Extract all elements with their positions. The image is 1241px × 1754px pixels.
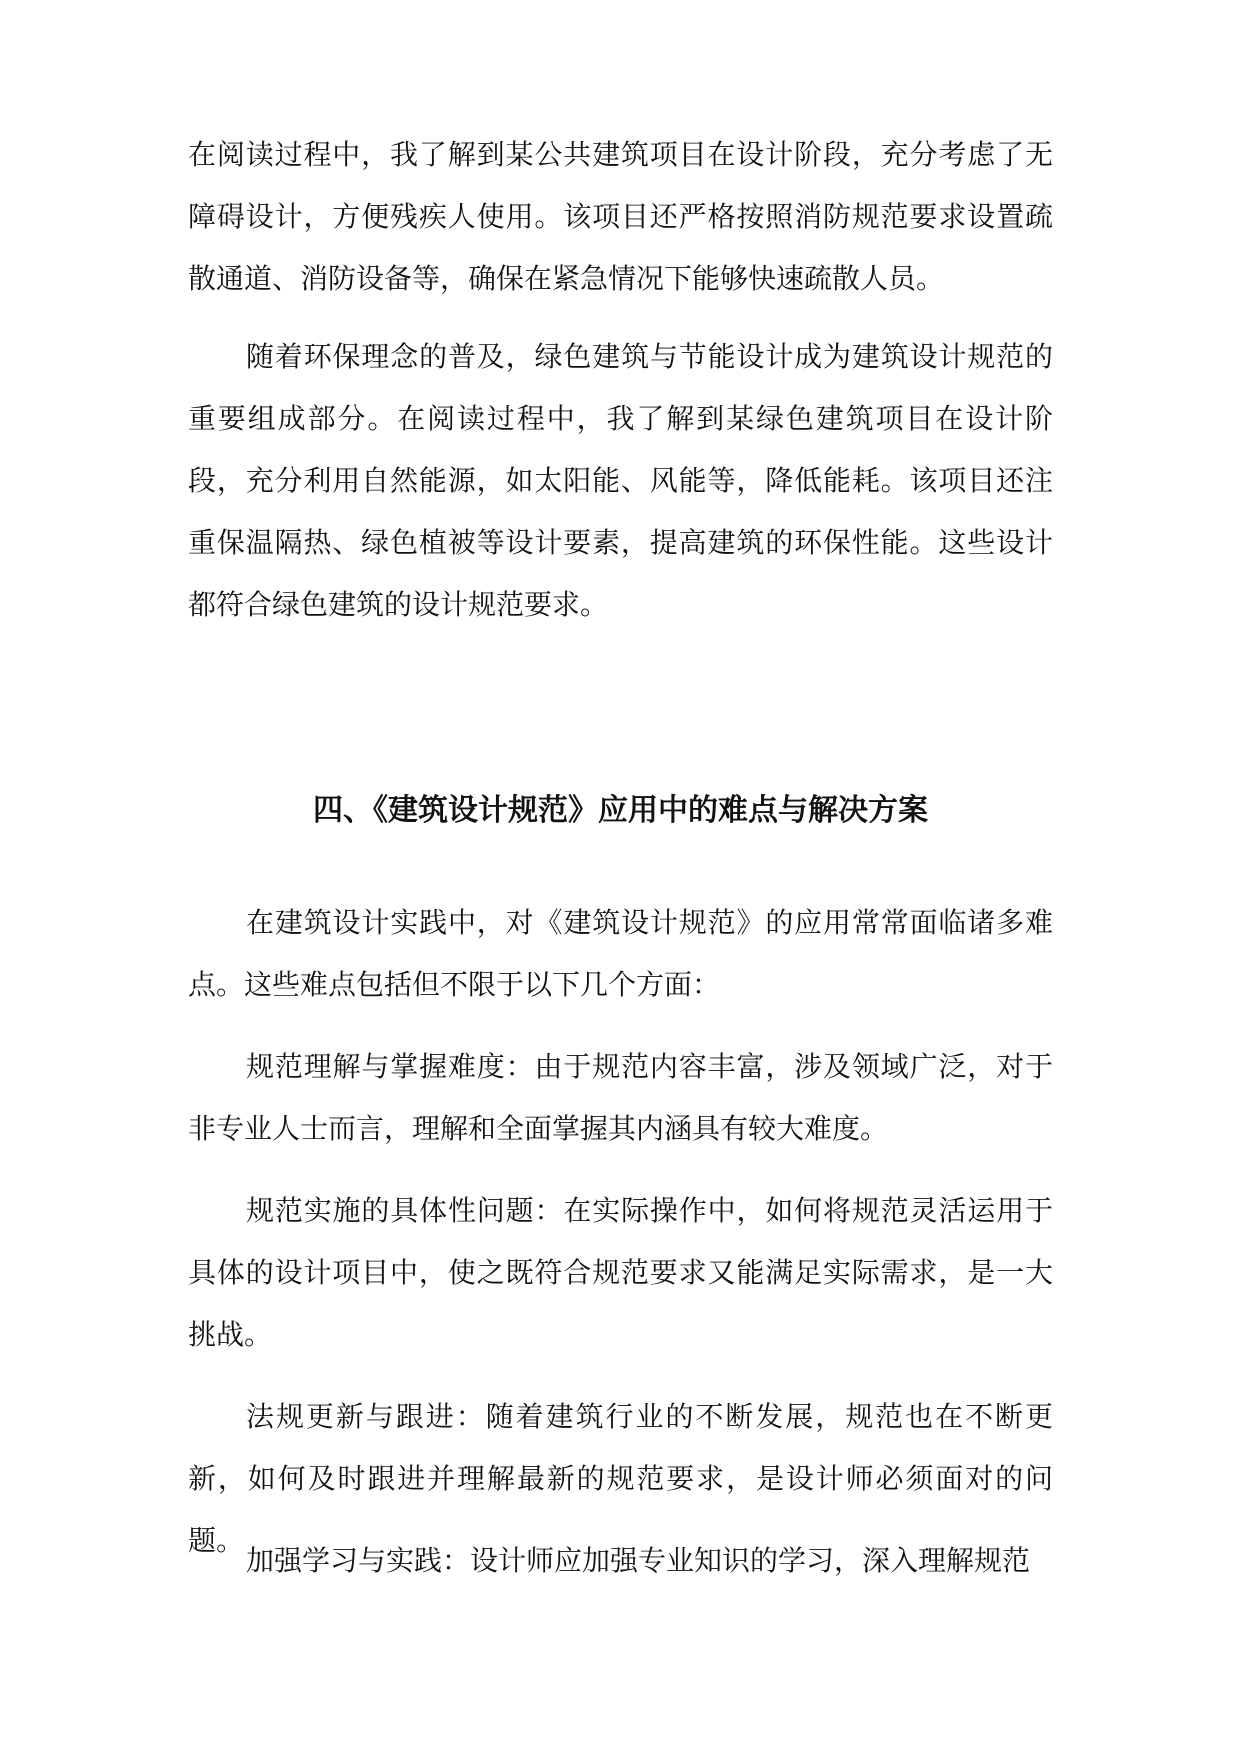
section-heading: 四、《建筑设计规范》应用中的难点与解决方案 — [313, 793, 928, 828]
paragraph-understanding-difficulty: 规范理解与掌握难度：由于规范内容丰富，涉及领域广泛，对于非专业人士而言，理解和全面掌握其内涵具有较大难度。 — [188, 1050, 1053, 1145]
paragraph-implementation-issue: 规范实施的具体性问题：在实际操作中，如何将规范灵活运用于具体的设计项目中，使之既符合规范要求又能满足实际需求，是一大挑战。 — [188, 1194, 1053, 1351]
paragraph-green-building: 随着环保理念的普及，绿色建筑与节能设计成为建筑设计规范的重要组成部分。在阅读过程中，我了解到某绿色建筑项目在设计阶段，充分利用自然能源，如太阳能、风能等，降低能耗。该项目还注重保温隔热、绿色植被等设计要素，提高建筑的环保性能。这些设计都符合绿色建筑的设计规范要求。 — [188, 340, 1053, 621]
paragraph-difficulties-intro: 在建筑设计实践中，对《建筑设计规范》的应用常常面临诸多难点。这些难点包括但不限于以下几个方面： — [188, 906, 1053, 1001]
paragraph-study-practice: 加强学习与实践：设计师应加强专业知识的学习，深入理解规范 — [246, 1544, 1031, 1577]
paragraph-regulation-updates: 法规更新与跟进：随着建筑行业的不断发展，规范也在不断更新，如何及时跟进并理解最新的规范要求，是设计师必须面对的问题。 — [188, 1400, 1053, 1557]
paragraph-accessibility-fire: 在阅读过程中，我了解到某公共建筑项目在设计阶段，充分考虑了无障碍设计，方便残疾人使用。该项目还严格按照消防规范要求设置疏散通道、消防设备等，确保在紧急情况下能够快速疏散人员。 — [188, 138, 1053, 295]
